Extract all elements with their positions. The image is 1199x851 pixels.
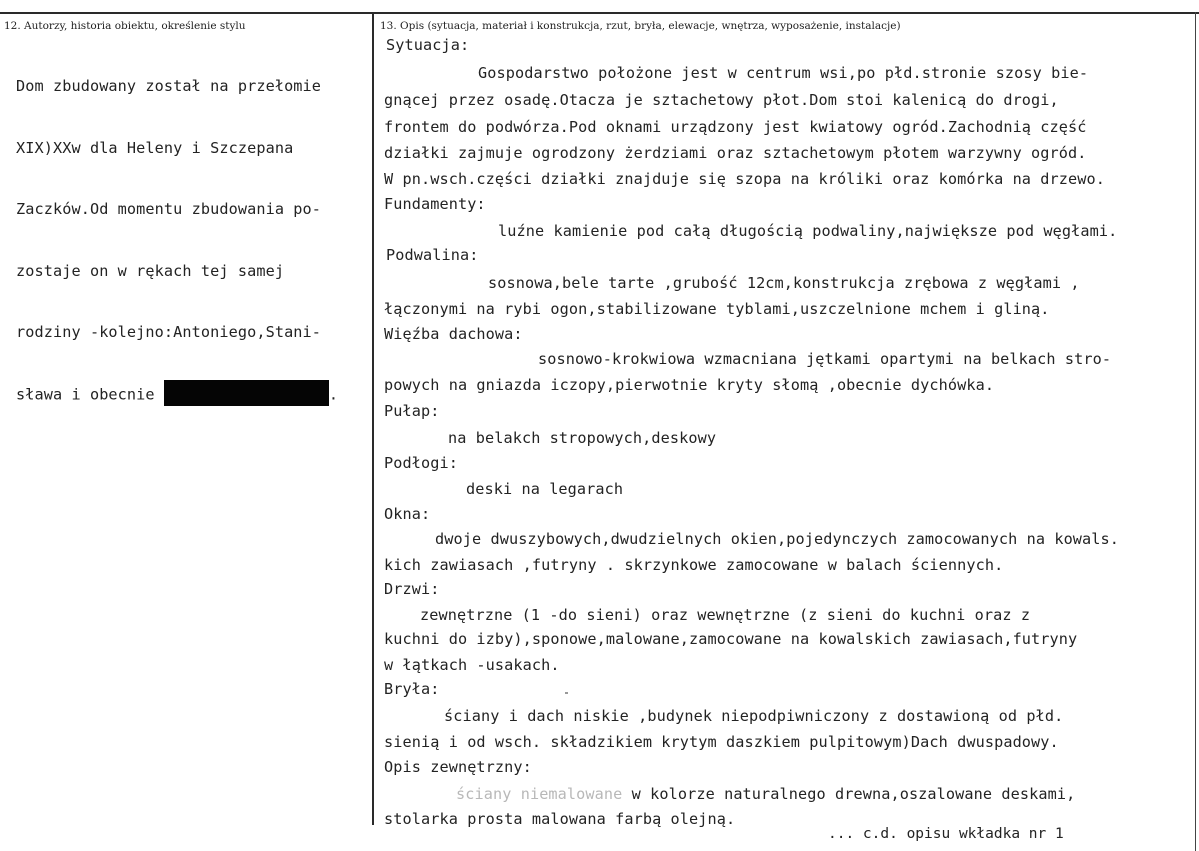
description-line: W pn.wsch.części działki znajduje się szopa na króliki oraz komórka na drzewo. <box>384 170 1106 188</box>
description-line: luźne kamienie pod całą długością podwaliny,największe pod węgłami. <box>498 222 1118 240</box>
column-divider <box>372 13 374 825</box>
description-line: kich zawiasach ,futryny . skrzynkowe zamocowane w balach ściennych. <box>384 556 1004 574</box>
section-heading: Fundamenty: <box>384 195 486 213</box>
section-heading: Bryła: <box>384 680 440 698</box>
description-line: na belakch stropowych,deskowy <box>448 429 717 447</box>
description-line: zewnętrzne (1 -do sieni) oraz wewnętrzne (z sieni do kuchni oraz z <box>420 606 1031 624</box>
top-border <box>0 12 1199 14</box>
description-line: dwoje dwuszybowych,dwudzielnych okien,pojedynczych zamocowanych na kowals. <box>435 530 1120 548</box>
description-line: łączonymi na rybi ogon,stabilizowane tyblami,uszczelnione mchem i gliną. <box>384 300 1050 318</box>
section-heading: Więźba dachowa: <box>384 325 523 343</box>
section-heading: Podwalina: <box>386 246 479 264</box>
description-line: kuchni do izby),sponowe,malowane,zamocowane na kowalskich zawiasach,futryny <box>384 630 1078 648</box>
description-line: Gospodarstwo położone jest w centrum wsi,po płd.stronie szosy bie- <box>478 64 1089 82</box>
faded-text: ściany niemalowane <box>456 785 623 803</box>
history-line: XIX)XXw dla Heleny i Szczepana <box>16 138 294 157</box>
section-heading: Opis zewnętrzny: <box>384 758 532 776</box>
description-line: ściany i dach niskie ,budynek niepodpiwniczony z dostawioną od płd. <box>444 707 1064 725</box>
description-line-mixed <box>456 783 1075 805</box>
left-column-header: 12. Autorzy, historia obiektu, określenie stylu <box>4 20 246 32</box>
description-line: sosnowo-krokwiowa wzmacniana jętkami opartymi na belkach stro- <box>538 350 1112 368</box>
history-line: rodziny -kolejno:Antoniego,Stani- <box>16 323 322 342</box>
history-line-suffix: . <box>328 385 339 404</box>
history-line: Dom zbudowany został na przełomie <box>16 77 322 95</box>
section-heading: Drzwi: <box>384 580 440 598</box>
description-line: w łątkach -usakach. <box>384 656 560 674</box>
section-heading: Podłogi: <box>384 454 458 472</box>
history-line: zostaje on w rękach tej samej <box>16 261 285 280</box>
ink-mark <box>565 692 568 694</box>
description-line: frontem do podwórza.Pod oknami urządzony jest kwiatowy ogród.Zachodnią część <box>384 118 1087 136</box>
section-heading: Sytuacja: <box>386 36 470 54</box>
description-line: deski na legarach <box>466 480 624 498</box>
history-text <box>16 38 338 444</box>
description-line: sosnowa,bele tarte ,grubość 12cm,konstrukcja zrębowa z węgłami , <box>488 274 1080 292</box>
right-border <box>1195 12 1196 851</box>
section-heading: Pułap: <box>384 402 440 420</box>
history-line-last <box>16 382 338 408</box>
description-line: stolarka prosta malowana farbą olejną. <box>384 810 736 828</box>
redaction-bar <box>164 380 329 406</box>
right-column-header: 13. Opis (sytuacja, materiał i konstrukcja, rzut, bryła, elewacje, wnętrza, wyposażenie, instalacje) <box>380 20 901 32</box>
description-line: gnącej przez osadę.Otacza je sztachetowy płot.Dom stoi kalenicą do drogi, <box>384 91 1059 109</box>
description-line-rest: w kolorze naturalnego drewna,oszalowane deskami, <box>622 785 1076 803</box>
description-line: sienią i od wsch. składzikiem krytym daszkiem pulpitowym)Dach dwuspadowy. <box>384 733 1059 751</box>
description-line: powych na gniazda iczopy,pierwotnie kryty słomą ,obecnie dychówka. <box>384 376 995 394</box>
section-heading: Okna: <box>384 505 431 523</box>
history-line: Zaczków.Od momentu zbudowania po- <box>16 200 322 219</box>
history-line: sława i obecnie <box>16 385 155 404</box>
description-line: działki zajmuje ogrodzony żerdziami oraz sztachetowym płotem warzywny ogród. <box>384 144 1087 162</box>
continuation-note: ... c.d. opisu wkładka nr 1 <box>828 826 1064 842</box>
